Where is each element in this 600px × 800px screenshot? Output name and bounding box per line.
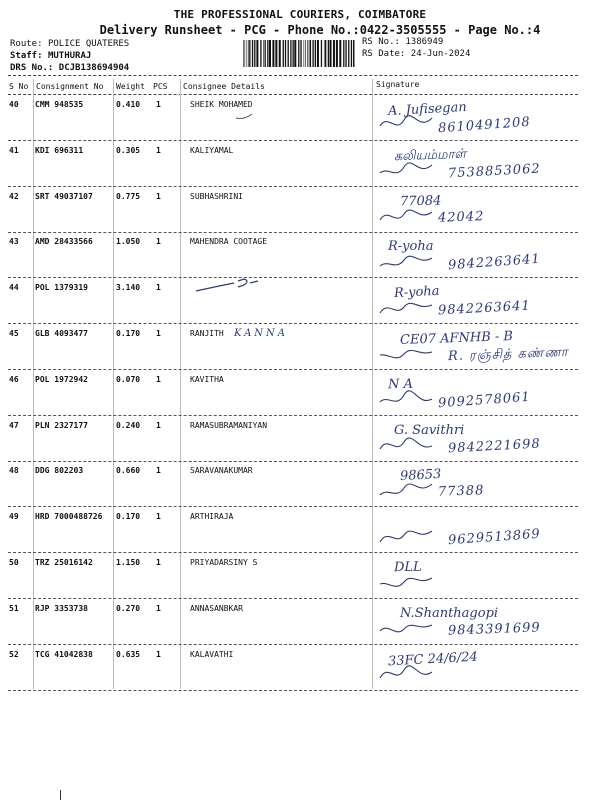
barcode-bar [336,40,338,67]
barcode-bar [267,40,268,67]
signature-field [378,556,578,598]
cell-consignment: POL 1379319 [35,283,88,293]
cell-consignment: SRT 49037107 [35,191,93,201]
barcode-bar [339,40,341,67]
signature-scribble-icon [378,245,438,275]
barcode-bar [254,40,255,67]
table-row [8,142,578,187]
signature-name: G. Savithri [394,422,465,438]
table-row [8,554,578,599]
signature-scribble-icon [378,658,438,688]
cell-weight: 0.305 [116,145,141,155]
signature-stroke [380,303,432,313]
signature-stroke [380,438,432,449]
cell-sno: 48 [9,466,19,476]
staff-label: Staff: [10,51,43,61]
signature-phone: R. ரஞ்சித் கண்ணா [447,344,569,365]
signature-name: A. Jufisegan [387,99,468,120]
cell-weight: 0.660 [116,466,141,476]
barcode-bar [256,40,258,67]
signature-field [378,464,578,506]
barcode-bar [317,40,319,67]
signature-name: 77084 [399,193,442,209]
barcode-bar [260,40,261,67]
signature-scribble-icon [378,612,438,642]
rs-date-label: RS Date: [362,49,406,59]
cell-consignment: PLN 2327177 [35,420,88,430]
barcode-bar [351,40,352,67]
cell-pcs: 1 [156,329,161,338]
cell-sno: 42 [9,191,19,201]
barcode-bar [285,40,286,67]
cell-weight: 0.410 [116,100,141,109]
delivered-scribble-icon [194,277,274,293]
signature-field [378,235,578,277]
signature-field [378,602,578,644]
cell-weight: 3.140 [116,283,141,293]
barcode-bar [265,40,266,67]
report-subtitle: Delivery Runsheet - PCG - Phone No.:0422-3505555 - Page No.:4 [99,23,541,37]
cell-sno: 45 [9,329,19,338]
barcode-bar [324,40,325,67]
signature-name: கலியம்மாள் [393,146,467,165]
signature-name: R-yoha [388,239,434,255]
col-sno-header: S No [9,82,29,91]
scan-mark [60,790,61,800]
barcode-bar [243,40,244,67]
signature-scribble-icon [378,200,438,230]
barcode-bar [304,40,305,67]
signature-phone: 9842263641 [437,298,532,319]
cell-consignee: RANJITH [190,329,224,338]
signature-name: 33FC 24/6/24 [387,649,479,669]
table-row [8,279,578,324]
signature-scribble-icon [378,474,438,504]
barcode-bar [294,40,296,67]
signature-field [378,327,578,369]
signature-stroke [380,391,432,402]
signature-name: DLL [393,559,422,576]
cell-pcs: 1 [156,191,161,201]
signature-scribble-icon [378,291,438,321]
report-title: THE PROFESSIONAL COURIERS, COIMBATORE [173,8,427,21]
cell-weight: 0.240 [116,420,141,430]
signature-name: CE07 AFNHB - B [399,329,514,348]
signature-phone: 9842263641 [447,252,542,274]
barcode-bar [249,40,250,67]
barcode-bar [283,40,284,67]
cell-consignee: RAMASUBRAMANIYAN [190,420,268,430]
barcode-bar [315,40,316,67]
cell-pcs: 1 [156,374,161,384]
cell-sno: 40 [9,100,19,109]
cell-consignee: SUBHASHRINI [190,191,243,201]
barcode-bar [248,40,249,67]
barcode-bar [247,40,248,67]
barcode-bar [310,40,311,67]
barcode-bar [272,40,274,67]
route-label: Route: [10,39,43,49]
barcode-bar [345,40,346,67]
barcode-bar [305,40,306,67]
signature-phone: 77388 [437,483,485,501]
signature-stroke [380,210,432,220]
signature-name: 98653 [399,467,442,485]
header-bottom-rule [8,94,578,95]
signature-field [378,144,578,186]
cell-pcs: 1 [156,420,161,430]
barcode-bar [245,40,246,67]
cell-weight: 0.070 [116,374,141,384]
barcode-bar [309,40,310,67]
signature-name: N.Shanthagopi [400,605,499,621]
route-value: POLICE QUATERES [47,39,130,49]
col-signature-header: Signature [376,80,420,89]
cell-weight: 1.150 [116,558,141,567]
rs-no-value: 1386949 [405,37,444,47]
signature-field [378,648,578,690]
cell-pcs: 1 [156,603,161,613]
cell-consignment: HRD 7000488726 [35,512,103,522]
table-row [8,600,578,645]
cell-sno: 43 [9,237,19,247]
cell-consignee: KALIYAMAL [190,145,234,155]
signature-stroke [380,350,432,357]
signature-field [378,510,578,552]
cell-consignment: CMM 948535 [35,100,84,109]
signature-phone: 8610491208 [437,114,532,137]
table-row [8,233,578,278]
barcode-bar [298,40,299,67]
cell-sno: 52 [9,649,19,659]
signature-stroke [380,531,432,542]
signature-scribble-icon [378,566,438,596]
cell-consignee: SARAVANAKUMAR [190,466,253,476]
signature-field [378,373,578,415]
col-weight-header: Weight [116,82,145,91]
table-row [8,96,578,141]
signature-phone: 9843391699 [447,620,541,639]
table-row [8,188,578,233]
cell-pcs: 1 [156,237,161,247]
signature-phone: 9629513869 [447,526,542,549]
table-row [8,646,578,691]
row-divider [8,690,578,691]
col-pcs-header: PCS [153,82,168,91]
cell-sno: 47 [9,420,19,430]
col-consignment-header: Consignment No [36,82,104,91]
cell-consignment: TCG 41042838 [35,649,93,659]
cell-consignee: MAHENDRA COOTAGE [190,237,268,247]
cell-consignment: AMD 28433566 [35,237,93,247]
cell-consignee: KALAVATHI [190,649,234,659]
cell-pcs: 1 [156,100,161,109]
barcode-bar [328,40,329,67]
barcode-bar [353,40,354,67]
cell-weight: 0.170 [116,512,141,522]
signature-field [378,281,578,323]
signature-phone: 9842221698 [447,436,542,457]
cell-sno: 50 [9,558,19,567]
barcode-bar [348,40,349,67]
cell-weight: 0.170 [116,329,141,338]
drs-value: DCJB138694904 [58,63,130,73]
table-row [8,371,578,416]
signature-stroke [380,257,432,267]
header-top-rule [8,75,578,76]
signature-stroke [380,484,432,495]
cell-consignment: GLB 4093477 [35,329,88,338]
drs-line [10,63,129,73]
cell-sno: 51 [9,603,19,613]
signature-phone: 42042 [437,208,485,226]
cell-pcs: 1 [156,145,161,155]
barcode-bar [307,40,308,67]
signature-stroke [380,578,432,586]
barcode-bar [325,40,326,67]
cell-pcs: 1 [156,558,161,567]
cell-weight: 1.050 [116,237,141,247]
signature-name: N A [387,376,414,393]
barcode-bar [300,40,301,67]
rs-date-value: 24-Jun-2024 [410,49,471,59]
barcode-bar [263,40,264,67]
barcode-bar [279,40,281,67]
barcode-bar [293,40,294,67]
signature-scribble-icon [378,520,438,550]
handwritten-consignee-note: KANNA [234,328,289,339]
barcode-bar [290,40,291,67]
cell-pcs: 1 [156,512,161,522]
table-row [8,325,578,370]
route-line [10,39,129,49]
staff-line [10,51,91,61]
cell-sno: 41 [9,145,19,155]
barcode-image [243,40,355,67]
cell-pcs: 1 [156,466,161,476]
cell-consignee: SHEIK MOHAMED [190,100,253,109]
barcode-bar [333,40,335,67]
staff-value: MUTHURAJ [47,51,92,61]
cell-sno: 46 [9,374,19,384]
barcode-bar [275,40,277,67]
cell-consignment: DDG 802203 [35,466,84,476]
barcode-bar [312,40,313,67]
signature-field [378,419,578,461]
rs-date-line [362,49,470,59]
cell-consignment: POL 1972942 [35,374,88,384]
col-consignee-header: Consignee Details [183,82,265,91]
cell-sno: 44 [9,283,19,293]
table-row [8,462,578,507]
cell-consignee: PRIYADARSINY S [190,558,258,567]
rs-no-label: RS No.: [362,37,400,47]
signature-name: R-yoha [393,284,440,302]
rs-no-line [362,37,443,47]
barcode-bar [321,40,322,67]
drs-label: DRS No.: [10,63,54,73]
tick-mark-icon [234,110,254,122]
signature-scribble-icon [378,429,438,459]
cell-pcs: 1 [156,283,161,293]
signature-phone: 7538853062 [447,161,542,182]
barcode-bar [343,40,344,67]
cell-consignment: RJP 3353738 [35,603,88,613]
barcode-bar [330,40,332,67]
cell-consignment: TRZ 25016142 [35,558,93,567]
signature-scribble-icon [378,154,438,184]
barcode-bar [252,40,253,67]
signature-field [378,98,578,140]
cell-consignee: ARTHIRAJA [190,512,234,522]
signature-stroke [380,665,432,677]
signature-field [378,190,578,232]
signature-scribble-icon [378,337,438,367]
cell-weight: 0.775 [116,191,141,201]
barcode-bar [288,40,289,67]
cell-weight: 0.635 [116,649,141,659]
signature-scribble-icon [378,108,438,138]
cell-sno: 49 [9,512,19,522]
barcode-bar [269,40,271,67]
signature-scribble-icon [378,383,438,413]
cell-weight: 0.270 [116,603,141,613]
cell-consignee: ANNASANBKAR [190,603,243,613]
cell-pcs: 1 [156,649,161,659]
table-row [8,417,578,462]
signature-stroke [380,116,432,126]
cell-consignee: KAVITHA [190,374,224,384]
signature-stroke [380,163,432,173]
table-row [8,508,578,553]
cell-consignment: KDI 696311 [35,145,84,155]
signature-phone: 9092578061 [437,389,532,412]
signature-stroke [380,625,432,632]
